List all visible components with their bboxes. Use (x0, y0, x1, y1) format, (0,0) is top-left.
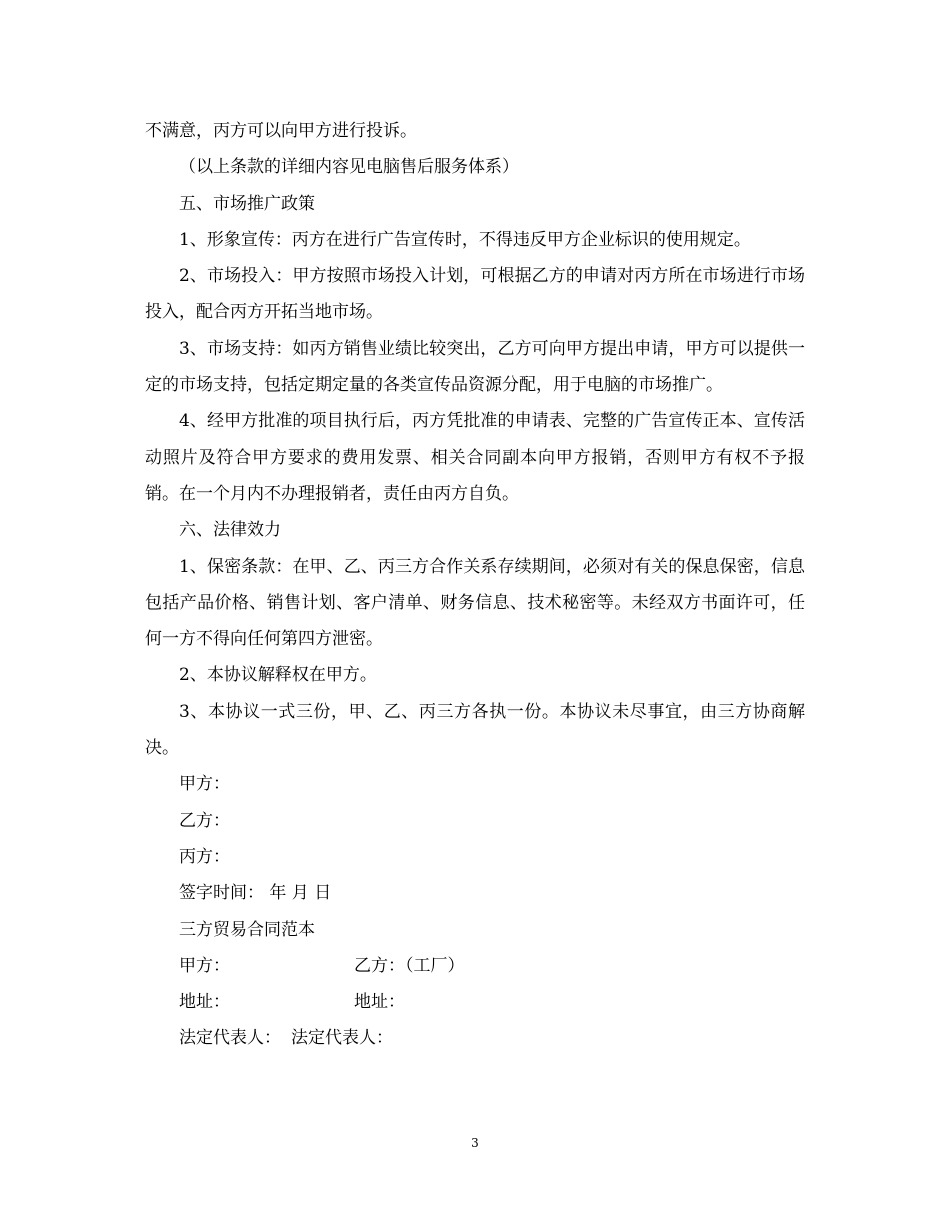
clause-image-promotion: 1、形象宣传：丙方在进行广告宣传时，不得违反甲方企业标识的使用规定。 (179, 229, 751, 250)
contract-party-row (145, 948, 805, 984)
clause-market-investment: 2、市场投入：甲方按照市场投入计划，可根据乙方的申请对丙方所在市场进行市场投入，配合丙方开拓当地市场。 (145, 266, 805, 323)
clause-interpretation: 2、本协议解释权在甲方。 (179, 665, 377, 686)
clause-confidentiality: 1、保密条款：在甲、乙、丙三方合作关系存续期间，必须对有关的保息保密，信息包括产品价格、销售计划、客户清单、财务信息、技术秘密等。未经双方书面许可，任何一方不得向任何第四方泄密。 (145, 556, 805, 650)
signature-party-c: 丙方： (179, 846, 230, 867)
clause-reimbursement: 4、经甲方批准的项目执行后，丙方凭批准的申请表、完整的广告宣传正本、宣传活动照片及符合甲方要求的费用发票、相关合同副本向甲方报销，否则甲方有权不予报销。在一个月内不办理报销者，责任由丙方自负。 (145, 411, 805, 504)
clause-copies: 3、本协议一式三份，甲、乙、丙三方各执一份。本协议未尽事宜，由三方协商解决。 (145, 701, 805, 759)
signature-party-a: 甲方： (179, 774, 230, 795)
new-contract-title: 三方贸易合同范本 (179, 919, 315, 940)
party-b-label: 乙方：（工厂） (354, 955, 465, 976)
paragraph-complaint-continued: 不满意，丙方可以向甲方进行投诉。 (145, 121, 417, 141)
party-a-label: 甲方： (179, 955, 230, 976)
party-a-representative-label: 法定代表人： (179, 1028, 281, 1049)
clause-market-support: 3、市场支持：如丙方销售业绩比较突出，乙方可向甲方提出申请，甲方可以提供一定的市场支持，包括定期定量的各类宣传品资源分配，用于电脑的市场推广。 (145, 338, 805, 396)
contract-address-row (145, 984, 805, 1020)
document-body (145, 113, 805, 1057)
section-heading-marketing: 五、市场推广政策 (179, 193, 315, 214)
party-b-address-label: 地址： (354, 992, 405, 1013)
party-b-representative-label: 法定代表人： (291, 1028, 393, 1049)
party-a-address-label: 地址： (179, 992, 230, 1013)
page-number: 3 (471, 1136, 479, 1150)
paragraph-service-note: （以上条款的详细内容见电脑售后服务体系） (179, 157, 519, 178)
section-heading-legal: 六、法律效力 (179, 520, 281, 541)
contract-representative-row (145, 1020, 805, 1056)
signature-date: 签字时间： 年 月 日 (179, 883, 332, 904)
signature-party-b: 乙方： (179, 810, 230, 831)
